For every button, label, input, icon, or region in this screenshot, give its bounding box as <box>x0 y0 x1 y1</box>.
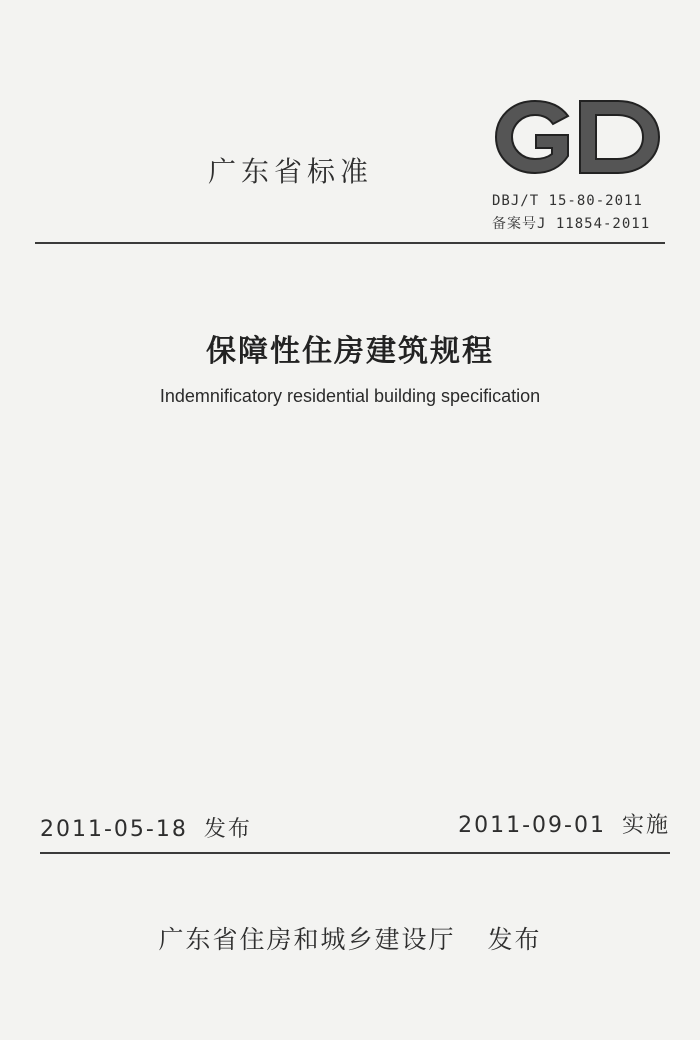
top-divider <box>35 242 665 244</box>
issue-date-line <box>40 812 252 843</box>
effective-label: 实施 <box>621 813 670 838</box>
document-title-chinese: 保障性住房建筑规程 <box>206 334 494 369</box>
publish-label: 发布 <box>487 925 542 954</box>
standard-category: 广东省标准 <box>208 155 374 188</box>
publisher-name: 广东省住房和城乡建设厅 <box>158 925 456 954</box>
issue-label: 发布 <box>203 817 252 842</box>
bottom-divider <box>40 852 670 854</box>
issue-date: 2011-05-18 <box>40 817 188 842</box>
effective-date: 2011-09-01 <box>458 813 606 838</box>
document-title-english: Indemnificatory residential building specification <box>159 386 541 406</box>
standard-code: DBJ/T 15-80-2011 <box>492 193 643 209</box>
publisher-line <box>0 920 700 956</box>
gd-logo-icon <box>490 96 665 178</box>
record-number: 备案号J 11854-2011 <box>492 216 651 232</box>
effective-date-line <box>458 808 670 839</box>
